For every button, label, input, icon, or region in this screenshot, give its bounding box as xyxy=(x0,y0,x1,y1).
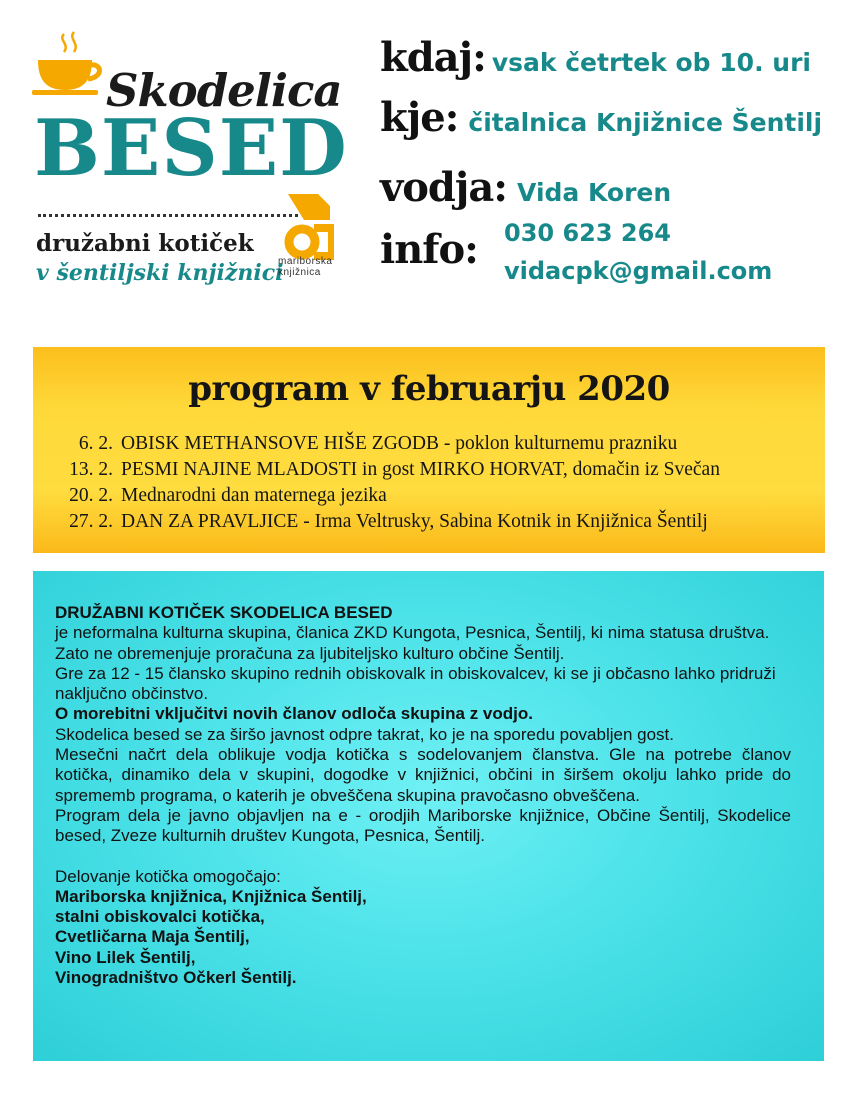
where-value: čitalnica Knjižnice Šentilj xyxy=(468,108,823,137)
where-label: kje: xyxy=(380,94,459,141)
program-item xyxy=(55,509,825,535)
partner-name-line1: mariborska xyxy=(278,256,333,267)
program-box xyxy=(33,347,825,553)
logo-divider xyxy=(38,214,298,217)
info-when xyxy=(380,34,811,81)
program-item xyxy=(55,431,825,457)
description-paragraph: Gre za 12 - 15 člansko skupino rednih obiskovalk in obiskovalcev, ki se ji občasno lahko pridruži naključno občinstvo. xyxy=(55,663,776,704)
supporter-item: Mariborska knjižnica, Knjižnica Šentilj, xyxy=(55,886,367,906)
logo xyxy=(28,30,348,290)
coffee-cup-icon xyxy=(28,30,108,100)
supporter-item: Cvetličarna Maja Šentilj, xyxy=(55,927,250,947)
program-date: 27. 2. xyxy=(69,511,113,532)
description-paragraph: Program dela je javno objavljen na e - orodjih Mariborske knjižnice, Občine Šentilj, Skodelice besed, Zveze kulturnih društev Kungota, Pesnica, Šentilj. xyxy=(55,805,791,846)
description-box xyxy=(33,571,824,1061)
phone-number: 030 623 264 xyxy=(504,219,672,247)
event-info xyxy=(380,24,850,294)
description-paragraph: Mesečni načrt dela oblikuje vodja kotička s sodelovanjem članstva. Gle na potrebe članov kotička, dinamiko dela v skupini, dogodke v knjižnici, občini in širšem okolju lahko pride do sprememb programa, o katerih je obveščena skupina pravočasno obveščena. xyxy=(55,745,791,805)
program-date: 6. 2. xyxy=(78,433,113,454)
program-item xyxy=(55,457,825,483)
partner-name xyxy=(278,256,348,278)
partner-name-line2: knjižnica xyxy=(278,267,321,278)
info-contact xyxy=(380,226,478,273)
contact-details xyxy=(504,214,772,290)
program-title: program v februarju 2020 xyxy=(188,369,670,409)
program-text: PESMI NAJINE MLADOSTI in gost MIRKO HORVAT, domačin iz Svečan xyxy=(121,459,720,480)
spacer xyxy=(55,847,791,867)
leader-label: vodja: xyxy=(380,164,508,211)
supporters-intro: Delovanje kotička omogočajo: xyxy=(55,866,281,886)
program-text: DAN ZA PRAVLJICE - Irma Veltrusky, Sabina Kotnik in Knjižnica Šentilj xyxy=(121,511,708,532)
supporter-item: Vinogradništvo Očkerl Šentilj. xyxy=(55,968,297,988)
logo-title-besed: BESED xyxy=(34,103,348,194)
when-value: vsak četrtek ob 10. uri xyxy=(491,48,811,77)
logo-title-skodelica: Skodelica xyxy=(106,64,342,117)
program-text: OBISK METHANSOVE HIŠE ZGODB - poklon kulturnemu prazniku xyxy=(121,433,678,454)
program-item xyxy=(55,483,825,509)
description-paragraph: je neformalna kulturna skupina, članica ZKD Kungota, Pesnica, Šentilj, ki nima statusa društva. Zato ne obremenjuje proračuna za ljubiteljsko kulturo občine Šentilj. xyxy=(55,623,770,663)
info-where xyxy=(380,94,822,141)
description-paragraph: Skodelica besed se za širšo javnost odpre takrat, ko je na sporedu povabljen gost. xyxy=(55,724,674,744)
logo-subtitle: družabni kotiček xyxy=(36,230,254,257)
supporter-item: Vino Lilek Šentilj, xyxy=(55,947,196,967)
info-leader xyxy=(380,164,671,211)
when-label: kdaj: xyxy=(380,34,486,81)
description-heading: DRUŽABNI KOTIČEK SKODELICA BESED xyxy=(55,603,393,622)
description-text xyxy=(55,603,791,988)
program-date: 20. 2. xyxy=(69,485,113,506)
logo-subtitle-location: v šentiljski knjižnici xyxy=(36,260,284,286)
program-list xyxy=(55,431,825,535)
program-text: Mednarodni dan maternega jezika xyxy=(121,485,387,506)
leader-value: Vida Koren xyxy=(517,178,672,207)
email-address: vidacpk@gmail.com xyxy=(504,257,773,285)
program-date: 13. 2. xyxy=(69,459,113,480)
info-label: info: xyxy=(380,226,478,273)
supporter-item: stalni obiskovalci kotička, xyxy=(55,907,265,927)
description-membership-note: O morebitni vključitvi novih članov odloča skupina z vodjo. xyxy=(55,704,533,724)
